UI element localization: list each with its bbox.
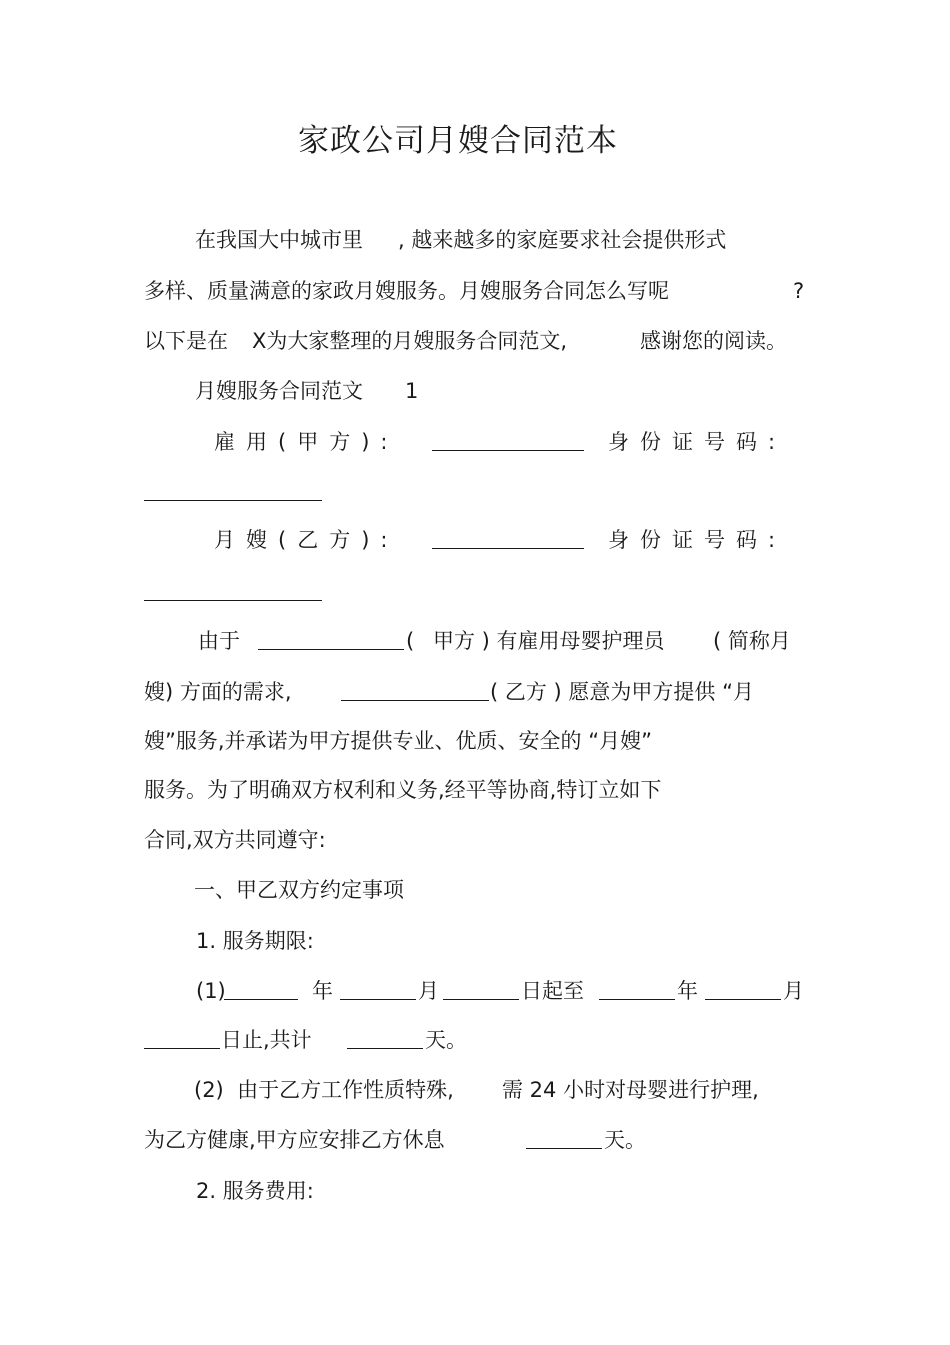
clause-1-year-2: 年	[677, 979, 698, 1003]
preamble-1a: 由于	[198, 629, 240, 653]
item-2-label: 2. 服务费用:	[196, 1179, 314, 1203]
clause-1-open: (1)	[196, 979, 226, 1003]
clause-2-c: 为乙方健康,甲方应安排乙方休息	[144, 1128, 445, 1152]
preamble-2b: ( 乙方 ) 愿意为甲方提供 “月	[490, 680, 754, 704]
start-year-blank[interactable]	[224, 981, 298, 1004]
intro-line-2b: ?	[793, 279, 805, 303]
end-day-blank[interactable]	[144, 1030, 220, 1053]
intro-line-1b: , 越来越多的家庭要求社会提供形式	[398, 228, 727, 252]
party-a-id-label: 身份证号码:	[608, 430, 787, 454]
intro-line-2a: 多样、质量满意的家政月嫂服务。月嫂服务合同怎么写呢	[144, 279, 669, 303]
preamble-1b: (	[406, 629, 415, 653]
clause-1-day-from: 日起至	[521, 979, 584, 1003]
intro-line-3a: 以下是在	[144, 329, 228, 353]
clause-1-month-2: 月	[783, 979, 804, 1003]
clause-1-day-to: 日止,共计	[221, 1028, 312, 1052]
clause-1-year: 年	[312, 979, 333, 1003]
contract-heading: 月嫂服务合同范文	[195, 379, 363, 403]
preamble-party-b-blank[interactable]	[341, 682, 489, 705]
preamble-4: 服务。为了明确双方权利和义务,经平等协商,特订立如下	[144, 778, 662, 802]
preamble-5: 合同,双方共同遵守:	[144, 828, 326, 852]
preamble-2a: 嫂) 方面的需求,	[144, 680, 292, 704]
preamble-1d: ( 简称月	[713, 629, 791, 653]
contract-heading-number: 1	[405, 379, 419, 403]
clause-2-d: 天。	[604, 1128, 646, 1152]
intro-line-3b: X为大家整理的月嫂服务合同范文,	[252, 329, 568, 353]
party-b-id-blank[interactable]	[144, 582, 322, 605]
start-day-blank[interactable]	[443, 981, 519, 1004]
document-title: 家政公司月嫂合同范本	[298, 123, 618, 159]
clause-1-days: 天。	[425, 1028, 467, 1052]
total-days-blank[interactable]	[347, 1030, 423, 1053]
intro-line-1a: 在我国大中城市里	[195, 228, 363, 252]
rest-days-blank[interactable]	[526, 1130, 602, 1153]
party-a-id-blank[interactable]	[144, 482, 322, 505]
end-month-blank[interactable]	[705, 981, 781, 1004]
party-a-name-blank[interactable]	[432, 432, 584, 455]
preamble-3: 嫂”服务,并承诺为甲方提供专业、优质、安全的 “月嫂”	[144, 729, 652, 753]
party-b-label: 月嫂(乙方):	[214, 528, 399, 552]
party-a-label: 雇用(甲方):	[214, 430, 399, 454]
clause-2-a: (2) 由于乙方工作性质特殊,	[194, 1078, 454, 1102]
preamble-1c: 甲方 ) 有雇用母婴护理员	[433, 629, 665, 653]
preamble-party-a-blank[interactable]	[258, 631, 404, 654]
intro-line-3c: 感谢您的阅读。	[640, 329, 787, 353]
item-1-label: 1. 服务期限:	[196, 929, 314, 953]
end-year-blank[interactable]	[599, 981, 675, 1004]
clause-1-month: 月	[418, 979, 439, 1003]
party-b-id-label: 身份证号码:	[608, 528, 787, 552]
party-b-name-blank[interactable]	[432, 530, 584, 553]
section-1-title: 一、甲乙双方约定事项	[194, 878, 404, 902]
start-month-blank[interactable]	[340, 981, 416, 1004]
clause-2-b: 需 24 小时对母婴进行护理,	[502, 1078, 759, 1102]
